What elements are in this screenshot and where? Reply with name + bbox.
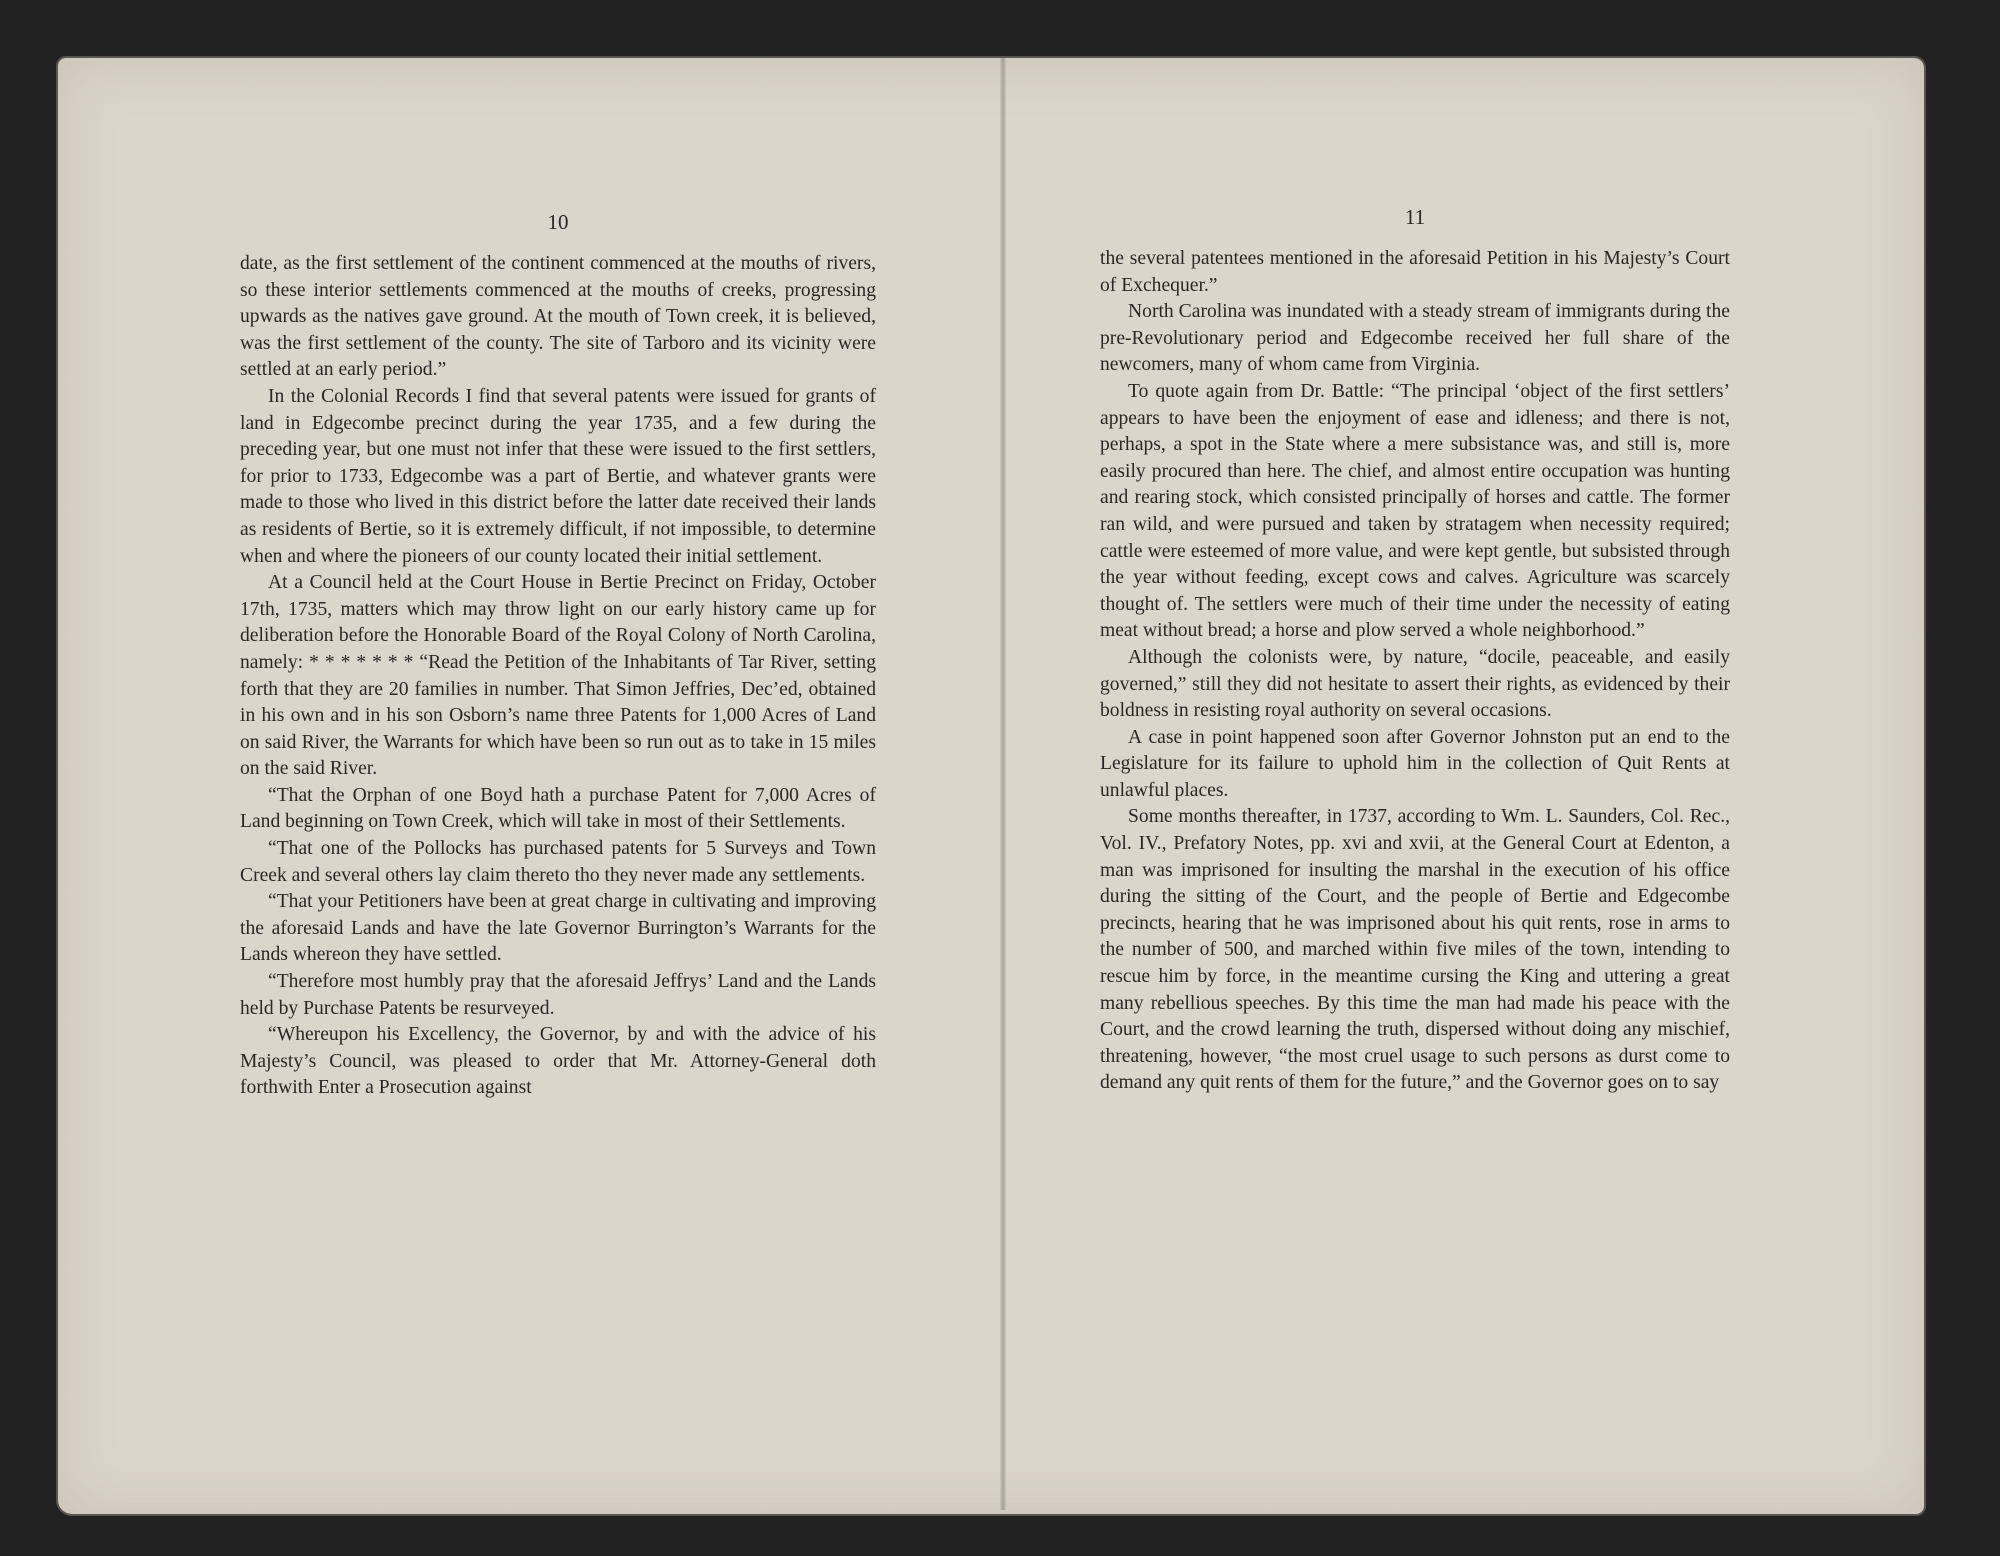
paragraph: the several patentees mentioned in the aforesaid Petition in his Majesty’s Court of Exchequer.”	[1100, 248, 1730, 296]
paragraph: Some months thereafter, in 1737, according to Wm. L. Saunders, Col. Rec., Vol. IV., Prefatory Notes, pp. xvi and xvii, at the General Court at Edenton, a man was imprisoned for insulting the marshal in the execution of his office during the sitting of the Court, and the people of Bertie and Edgecombe precincts, hearing that he was imprisoned about his quit rents, rose in arms to the number of 500, and marched within five miles of the town, intending to rescue him by force, in the meantime cursing the King and uttering a great many rebellious speeches. By this time the man had made his peace with the Court, and the crowd learning the truth, dispersed without doing any mischief, threatening, however, “the most cruel usage to such persons as durst come to demand any quit rents of them for the future,” and the Governor goes on to say	[1100, 806, 1730, 1094]
paragraph: “Therefore most humbly pray that the aforesaid Jeffrys’ Land and the Lands held by Purchase Patents be resurveyed.	[240, 971, 876, 1019]
right-page	[1100, 205, 1730, 1097]
paragraph: Although the colonists were, by nature, “docile, peaceable, and easily governed,” still they did not hesitate to assert their rights, as evidenced by their boldness in resisting royal authority on several occasions.	[1100, 646, 1730, 722]
paragraph: In the Colonial Records I find that several patents were issued for grants of land in Edgecombe precinct during the year 1735, and a few during the preceding year, but one must not infer that these were issued to the first settlers, for prior to 1733, Edgecombe was a part of Bertie, and whatever grants were made to those who lived in this district before the latter date received their lands as residents of Bertie, so it is extremely difficult, if not impossible, to determine when and where the pioneers of our county located their initial settlement.	[240, 385, 876, 567]
book-gutter	[1000, 58, 1006, 1510]
page-number: 10	[547, 210, 569, 234]
paragraph: date, as the first settlement of the continent commenced at the mouths of rivers, so these interior settlements commenced at the mouths of creeks, progressing upwards as the natives gave ground. At the mouth of Town creek, it is believed, was the first settlement of the county. The site of Tarboro and its vicinity were settled at an early period.”	[240, 253, 876, 381]
paragraph: At a Council held at the Court House in Bertie Precinct on Friday, October 17th, 1735, matters which may throw light on our early history came up for deliberation before the Honorable Board of the Royal Colony of North Carolina, namely: * * * * * * * “Read the Petition of the Inhabitants of Tar River, setting forth that they are 20 families in number. That Simon Jeffries, Dec’ed, obtained in his own and in his son Osborn’s name three Patents for 1,000 Acres of Land on said River, the Warrants for which have been so run out as to take in 15 miles on the said River.	[240, 572, 876, 780]
paragraph: “That your Petitioners have been at great charge in cultivating and improving the aforesaid Lands and have the late Governor Burrington’s Warrants for the Lands whereon they have settled.	[240, 891, 876, 966]
paragraph: To quote again from Dr. Battle: “The principal ‘object of the first settlers’ appears to have been the enjoyment of ease and idleness; and there is not, perhaps, a spot in the State where a mere subsistance was, and still is, more easily procured than here. The chief, and almost entire occupation was hunting and rearing stock, which consisted principally of horses and cattle. The former ran wild, and were pursued and taken by stratagem when necessity required; cattle were esteemed of more value, and were kept gentle, but subsisted through the year without feeding, except cows and calves. Agriculture was scarcely thought of. The settlers were much of their time under the necessity of eating meat without bread; a horse and plow served a whole neighborhood.”	[1100, 380, 1730, 642]
paragraph: “Whereupon his Excellency, the Governor, by and with the advice of his Majesty’s Council, was pleased to order that Mr. Attorney-General doth forthwith Enter a Prosecution against	[240, 1024, 876, 1099]
paragraph: “That one of the Pollocks has purchased patents for 5 Surveys and Town Creek and several others lay claim thereto tho they never made any settlements.	[240, 838, 876, 886]
paragraph: “That the Orphan of one Boyd hath a purchase Patent for 7,000 Acres of Land beginning on Town Creek, which will take in most of their Settlements.	[240, 784, 876, 833]
paragraph: North Carolina was inundated with a steady stream of immigrants during the pre-Revolutionary period and Edgecombe received her full share of the newcomers, many of whom came from Virginia.	[1100, 301, 1730, 376]
page-number: 11	[1404, 205, 1426, 229]
left-page	[240, 210, 876, 1102]
paragraph: A case in point happened soon after Governor Johnston put an end to the Legislature for its failure to uphold him in the collection of Quit Rents at unlawful places.	[1100, 726, 1730, 801]
